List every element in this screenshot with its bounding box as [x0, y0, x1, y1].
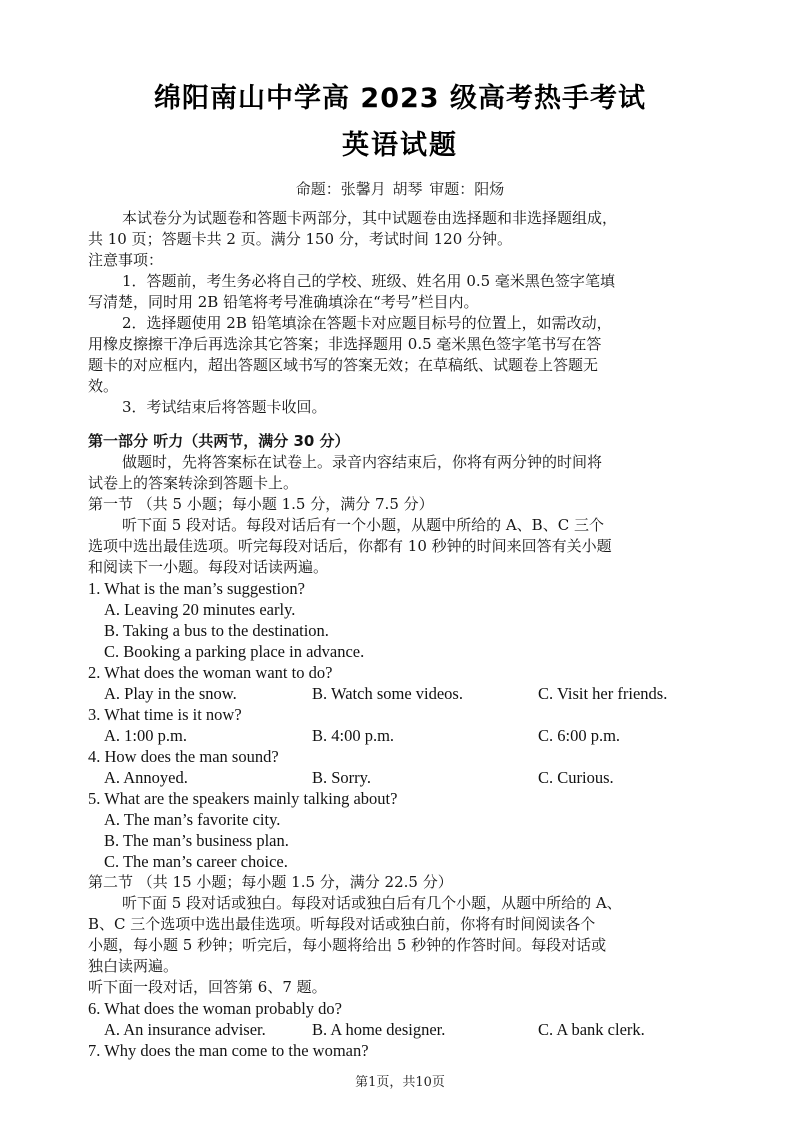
- exam-title: 绵阳南山中学高 2023 级高考热手考试: [154, 83, 646, 114]
- section2-note: 听下面一段对话，回答第 6、7 题。: [88, 978, 327, 996]
- q5-option-b: B. The man’s business plan.: [104, 831, 289, 850]
- notice-heading: 注意事项：: [88, 251, 164, 269]
- section2-desc-3: 小题，每小题 5 秒钟；听完后，每小题将给出 5 秒钟的作答时间。每段对话或: [88, 936, 607, 954]
- q3-option-b: B. 4:00 p.m.: [312, 726, 395, 745]
- question-2: 2. What does the woman want to do?: [88, 663, 333, 682]
- section2-desc-1: 听下面 5 段对话或独白。每段对话或独白后有几个小题，从题中所给的 A、: [122, 894, 622, 912]
- question-6: 6. What does the woman probably do?: [88, 999, 343, 1018]
- notice-3: 3．考试结束后将答题卡收回。: [122, 398, 327, 416]
- notice-2d: 效。: [88, 377, 119, 395]
- part1-desc-1: 做题时，先将答案标在试卷上。录音内容结束后，你将有两分钟的时间将: [122, 453, 603, 471]
- notice-1b: 写清楚，同时用 2B 铅笔将考号准确填涂在“考号”栏目内。: [88, 293, 479, 311]
- q4-option-b: B. Sorry.: [312, 768, 371, 787]
- notice-2c: 题卡的对应框内，超出答题区域书写的答案无效；在草稿纸、试题卷上答题无: [88, 356, 599, 374]
- section1-desc-3: 和阅读下一小题。每段对话读两遍。: [88, 558, 329, 576]
- notice-2a: 2．选择题使用 2B 铅笔填涂在答题卡对应题目标号的位置上，如需改动，: [122, 314, 612, 332]
- section2-heading: 第二节 （共 15 小题；每小题 1.5 分，满分 22.5 分）: [88, 873, 453, 891]
- q5-option-a: A. The man’s favorite city.: [104, 810, 281, 829]
- section1-heading: 第一节 （共 5 小题；每小题 1.5 分，满分 7.5 分）: [88, 495, 434, 513]
- q6-option-b: B. A home designer.: [312, 1020, 446, 1039]
- notice-2b: 用橡皮擦擦干净后再选涂其它答案；非选择题用 0.5 毫米黑色签字笔书写在答: [88, 335, 602, 353]
- q2-option-b: B. Watch some videos.: [312, 684, 463, 703]
- q6-option-c: C. A bank clerk.: [538, 1020, 645, 1039]
- part1-heading: 第一部分 听力（共两节，满分 30 分）: [88, 432, 350, 450]
- q4-option-a: A. Annoyed.: [104, 768, 188, 787]
- q1-option-c: C. Booking a parking place in advance.: [104, 642, 365, 661]
- q2-option-a: A. Play in the snow.: [104, 684, 237, 703]
- page-footer: 第1页，共10页: [355, 1075, 445, 1090]
- q5-option-c: C. The man’s career choice.: [104, 852, 288, 871]
- question-1: 1. What is the man’s suggestion?: [88, 579, 305, 598]
- q1-option-b: B. Taking a bus to the destination.: [104, 621, 329, 640]
- section1-desc-1: 听下面 5 段对话。每段对话后有一个小题，从题中所给的 A、B、C 三个: [122, 516, 604, 534]
- intro-line-1: 本试卷分为试题卷和答题卡两部分，其中试题卷由选择题和非选择题组成，: [122, 209, 618, 227]
- section2-desc-2: B、C 三个选项中选出最佳选项。听每段对话或独白前，你将有时间阅读各个: [88, 915, 596, 933]
- question-3: 3. What time is it now?: [88, 705, 242, 724]
- section2-desc-4: 独白读两遍。: [88, 957, 179, 975]
- question-5: 5. What are the speakers mainly talking about?: [88, 789, 398, 808]
- question-7: 7. Why does the man come to the woman?: [88, 1041, 369, 1060]
- section1-desc-2: 选项中选出最佳选项。听完每段对话后，你都有 10 秒钟的时间来回答有关小题: [88, 537, 612, 555]
- part1-desc-2: 试卷上的答案转涂到答题卡上。: [88, 474, 299, 492]
- authors-line: 命题：张馨月 胡琴 审题：阳炀: [295, 180, 505, 198]
- q3-option-c: C. 6:00 p.m.: [538, 726, 621, 745]
- q2-option-c: C. Visit her friends.: [538, 684, 668, 703]
- q1-option-a: A. Leaving 20 minutes early.: [104, 600, 296, 619]
- exam-subtitle: 英语试题: [342, 130, 458, 161]
- q4-option-c: C. Curious.: [538, 768, 614, 787]
- question-4: 4. How does the man sound?: [88, 747, 279, 766]
- q6-option-a: A. An insurance adviser.: [104, 1020, 266, 1039]
- notice-1a: 1．答题前，考生务必将自己的学校、班级、姓名用 0.5 毫米黑色签字笔填: [122, 272, 615, 290]
- intro-line-2: 共 10 页；答题卡共 2 页。满分 150 分，考试时间 120 分钟。: [88, 230, 513, 248]
- q3-option-a: A. 1:00 p.m.: [104, 726, 187, 745]
